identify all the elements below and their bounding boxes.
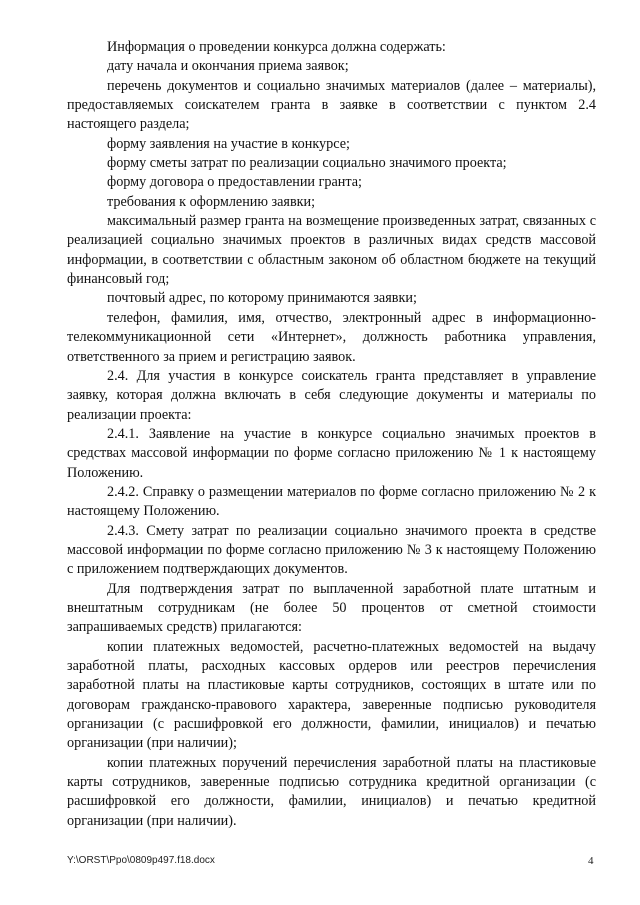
paragraph-17: копии платежных поручений перечисления заработной платы на пластиковые карты сотрудников, заверенные подписью сотрудника кредитной организации (с расшифровкой его должности, фамилии, инициалов) и печатью кредитной организации (при наличии).	[67, 754, 596, 829]
paragraph-6: форму договора о предоставлении гранта;	[107, 174, 362, 191]
footer-page-number: 4	[588, 855, 594, 867]
paragraph-11: 2.4. Для участия в конкурсе соискатель гранта представляет в управление заявку, которая должна включать в себя следующие документы и материалы по реализации проекта:	[67, 367, 596, 423]
paragraph-12: 2.4.1. Заявление на участие в конкурсе социально значимых проектов в средствах массовой информации по форме согласно приложению № 1 к настоящему Положению.	[67, 425, 596, 481]
paragraph-13: 2.4.2. Справку о размещении материалов по форме согласно приложению № 2 к настоящему Положению.	[67, 483, 596, 520]
paragraph-3: перечень документов и социально значимых материалов (далее – материалы), предоставляемых соискателем гранта в заявке в соответствии с пунктом 2.4 настоящего раздела;	[67, 77, 596, 133]
paragraph-4: форму заявления на участие в конкурсе;	[107, 135, 350, 152]
paragraph-5: форму сметы затрат по реализации социально значимого проекта;	[107, 155, 507, 172]
paragraph-8: максимальный размер гранта на возмещение произведенных затрат, связанных с реализацией социально значимых проектов в различных видах средств массовой информации, в соответствии с областным законом об областном бюджете на текущий финансовый год;	[67, 213, 596, 288]
paragraph-9: почтовый адрес, по которому принимаются заявки;	[107, 290, 417, 307]
paragraph-16: копии платежных ведомостей, расчетно-платежных ведомостей на выдачу заработной платы, расходных кассовых ордеров или реестров перечисления заработной платы на пластиковые карты сотрудников, состоящих в штате или по договорам гражданско-правового характера, заверенные подписью руководителя организации (с расшифровкой его должности, фамилии, инициалов) и печатью организации (при наличии);	[67, 638, 596, 752]
paragraph-7: требования к оформлению заявки;	[107, 193, 316, 210]
footer-file-path: Y:\ORST\Ppo\0809p497.f18.docx	[67, 855, 215, 866]
paragraph-2: дату начала и окончания приема заявок;	[107, 58, 349, 75]
paragraph-14: 2.4.3. Смету затрат по реализации социально значимого проекта в средстве массовой информации по форме согласно приложению № 3 к настоящему Положению с приложением подтверждающих документов.	[67, 522, 596, 578]
paragraph-1: Информация о проведении конкурса должна содержать:	[107, 39, 446, 55]
paragraph-15: Для подтверждения затрат по выплаченной заработной плате штатным и внештатным сотрудникам (не более 50 процентов от сметной стоимости запрашиваемых средств) прилагаются:	[67, 580, 596, 636]
document-body	[67, 38, 596, 831]
paragraph-10: телефон, фамилия, имя, отчество, электронный адрес в информационно-телекоммуникационной сети «Интернет», должность работника управления, ответственного за прием и регистрацию заявок.	[67, 309, 596, 365]
